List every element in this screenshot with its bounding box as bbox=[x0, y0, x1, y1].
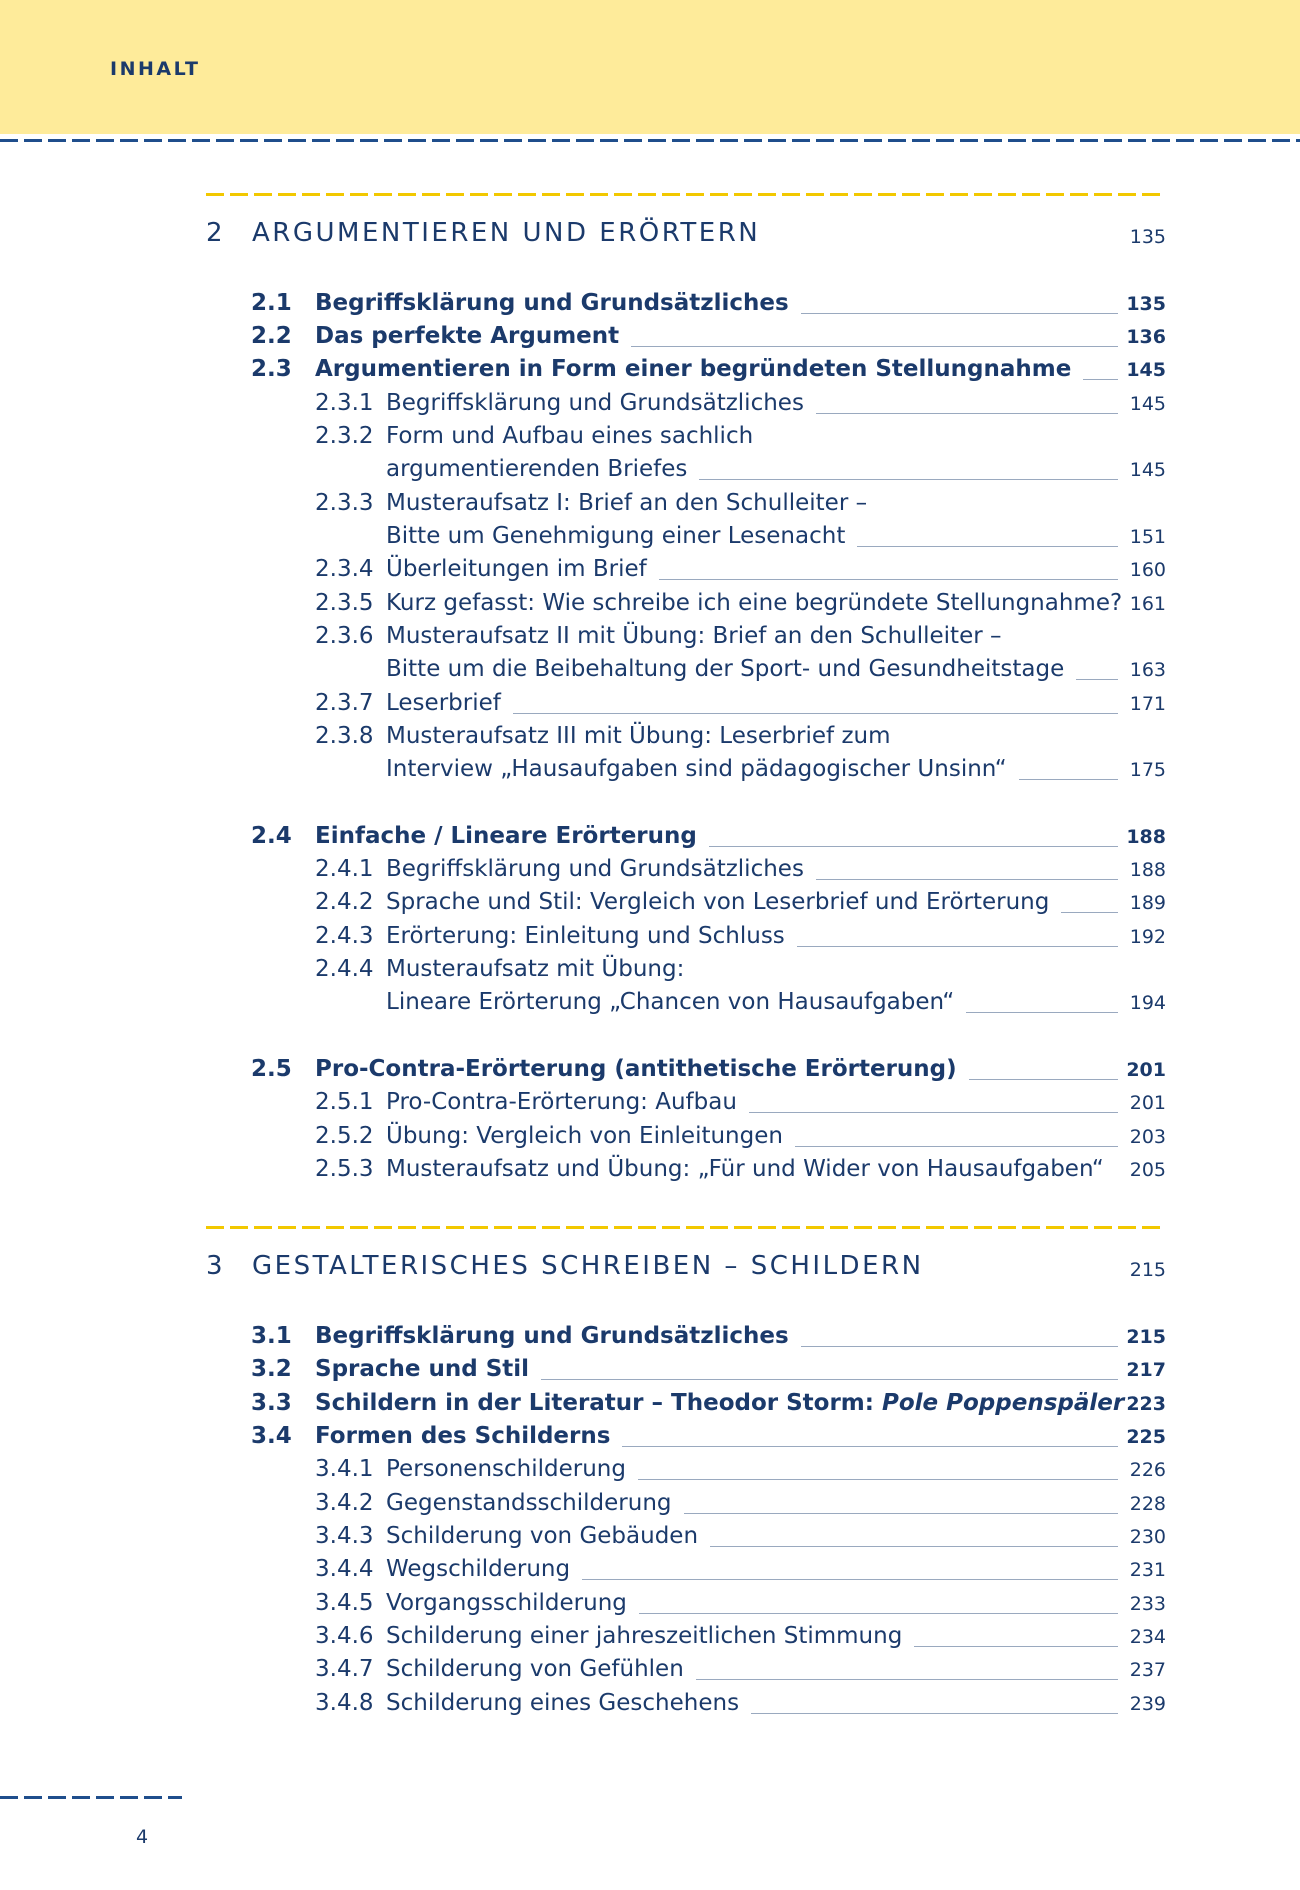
leader-line bbox=[1076, 679, 1118, 680]
chapter-number: 3 bbox=[206, 1251, 226, 1281]
toc-entry[interactable] bbox=[0, 321, 1166, 351]
leader-line bbox=[966, 1012, 1118, 1013]
entry-title: Kurz gefasst: Wie schreibe ich eine begründete Stellungnahme? bbox=[386, 590, 1123, 616]
entry-title: Musteraufsatz mit Übung: bbox=[386, 956, 685, 982]
entry-page: 145 bbox=[1129, 393, 1166, 415]
entry-title: Musteraufsatz III mit Übung: Leserbrief zum bbox=[386, 723, 891, 749]
entry-number: 2.3.1 bbox=[315, 390, 374, 416]
entry-number: 2.3.8 bbox=[315, 723, 374, 749]
chapter-title: GESTALTERISCHES SCHREIBEN – SCHILDERN bbox=[252, 1251, 924, 1281]
section-label: INHALT bbox=[110, 58, 201, 80]
leader-line bbox=[684, 1513, 1118, 1514]
leader-line bbox=[749, 1112, 1118, 1113]
entry-page: 228 bbox=[1129, 1493, 1166, 1515]
entry-page: 192 bbox=[1129, 926, 1166, 948]
entry-number: 2.4 bbox=[251, 823, 292, 849]
entry-page: 145 bbox=[1129, 459, 1166, 481]
entry-title-continued: argumentierenden Briefes bbox=[386, 456, 688, 482]
entry-page: 203 bbox=[1129, 1126, 1166, 1148]
toc-entry[interactable] bbox=[0, 421, 1166, 451]
entry-page: 145 bbox=[1126, 359, 1166, 381]
entry-page: 205 bbox=[1129, 1159, 1166, 1181]
entry-title: Begriffsklärung und Grundsätzliches bbox=[315, 290, 789, 316]
toc-entry[interactable] bbox=[0, 388, 1166, 418]
entry-page: 136 bbox=[1126, 326, 1166, 348]
toc-entry[interactable] bbox=[0, 1354, 1166, 1384]
entry-title: Pro-Contra-Erörterung: Aufbau bbox=[386, 1089, 737, 1115]
entry-title: Form und Aufbau eines sachlich bbox=[386, 423, 754, 449]
entry-title: Personenschilderung bbox=[386, 1456, 626, 1482]
toc-entry-continuation[interactable] bbox=[0, 754, 1166, 784]
entry-page: 230 bbox=[1129, 1526, 1166, 1548]
work-title: Pole Poppenspäler bbox=[881, 1390, 1125, 1416]
header-band bbox=[0, 0, 1300, 134]
entry-title: Das perfekte Argument bbox=[315, 323, 620, 349]
toc-entry[interactable] bbox=[0, 688, 1166, 718]
toc-entry[interactable] bbox=[0, 1621, 1166, 1651]
toc-entry[interactable] bbox=[0, 821, 1166, 851]
entry-page: 194 bbox=[1129, 992, 1166, 1014]
entry-page: 237 bbox=[1129, 1659, 1166, 1681]
entry-number: 3.3 bbox=[251, 1390, 292, 1416]
entry-page: 135 bbox=[1126, 293, 1166, 315]
toc-entry-continuation[interactable] bbox=[0, 454, 1166, 484]
entry-page: 239 bbox=[1129, 1693, 1166, 1715]
toc-entry-continuation[interactable] bbox=[0, 987, 1166, 1017]
entry-title: Überleitungen im Brief bbox=[386, 556, 647, 582]
leader-line bbox=[914, 1646, 1118, 1647]
toc-entry[interactable] bbox=[0, 921, 1166, 951]
leader-line bbox=[751, 1713, 1118, 1714]
entry-title: Schilderung von Gefühlen bbox=[386, 1656, 684, 1682]
leader-line bbox=[969, 1079, 1118, 1080]
chapter-heading[interactable] bbox=[206, 218, 1166, 254]
entry-page: 189 bbox=[1129, 892, 1166, 914]
entry-number: 3.4 bbox=[251, 1423, 292, 1449]
entry-title: Schilderung von Gebäuden bbox=[386, 1523, 699, 1549]
leader-line bbox=[709, 846, 1118, 847]
leader-line bbox=[795, 1146, 1118, 1147]
entry-number: 3.4.1 bbox=[315, 1456, 374, 1482]
leader-line bbox=[659, 579, 1118, 580]
toc-entry-continuation[interactable] bbox=[0, 521, 1166, 551]
chapter-page: 215 bbox=[1129, 1259, 1166, 1281]
leader-line bbox=[1083, 379, 1118, 380]
entry-title: Begriffsklärung und Grundsätzliches bbox=[386, 856, 804, 882]
entry-title: Schildern in der Literatur – Theodor Storm: Pole Poppenspäler bbox=[315, 1390, 1125, 1416]
footer-dashed-rule bbox=[0, 1796, 182, 1799]
entry-number: 3.1 bbox=[251, 1323, 292, 1349]
chapter-divider bbox=[206, 1226, 1166, 1229]
entry-number: 3.4.4 bbox=[315, 1556, 374, 1582]
entry-number: 2.4.3 bbox=[315, 923, 374, 949]
toc-entry[interactable] bbox=[0, 1688, 1166, 1718]
entry-page: 231 bbox=[1129, 1559, 1166, 1581]
entry-title-continued: Bitte um die Beibehaltung der Sport- und Gesundheitstage bbox=[386, 656, 1065, 682]
toc-entry[interactable] bbox=[0, 1588, 1166, 1618]
entry-number: 3.4.2 bbox=[315, 1490, 374, 1516]
entry-page: 151 bbox=[1129, 526, 1166, 548]
chapter-number: 2 bbox=[206, 218, 226, 248]
leader-line bbox=[801, 1346, 1118, 1347]
entry-page: 215 bbox=[1126, 1326, 1166, 1348]
entry-title: Vorgangsschilderung bbox=[386, 1590, 627, 1616]
entry-page: 223 bbox=[1126, 1393, 1166, 1415]
entry-number: 2.3.6 bbox=[315, 623, 374, 649]
header-dashed-rule bbox=[0, 139, 1300, 142]
toc-entry[interactable] bbox=[0, 288, 1166, 318]
entry-page: 226 bbox=[1129, 1459, 1166, 1481]
chapter-page: 135 bbox=[1129, 226, 1166, 248]
leader-line bbox=[622, 1446, 1118, 1447]
entry-page: 160 bbox=[1129, 559, 1166, 581]
leader-line bbox=[1019, 779, 1118, 780]
toc-entry[interactable] bbox=[0, 1121, 1166, 1151]
entry-number: 3.4.6 bbox=[315, 1623, 374, 1649]
entry-title: Pro-Contra-Erörterung (antithetische Erörterung) bbox=[315, 1056, 957, 1082]
entry-title: Schilderung einer jahreszeitlichen Stimmung bbox=[386, 1623, 903, 1649]
entry-number: 3.2 bbox=[251, 1356, 292, 1382]
toc-entry-continuation[interactable] bbox=[0, 654, 1166, 684]
toc-entry[interactable] bbox=[0, 1087, 1166, 1117]
entry-number: 3.4.8 bbox=[315, 1690, 374, 1716]
leader-line bbox=[1061, 912, 1118, 913]
toc-entry[interactable] bbox=[0, 1421, 1166, 1451]
entry-number: 3.4.5 bbox=[315, 1590, 374, 1616]
entry-title: Argumentieren in Form einer begründeten Stellungnahme bbox=[315, 356, 1072, 382]
entry-number: 2.2 bbox=[251, 323, 292, 349]
entry-page: 234 bbox=[1129, 1626, 1166, 1648]
leader-line bbox=[513, 713, 1118, 714]
entry-title-continued: Lineare Erörterung „Chancen von Hausaufgaben“ bbox=[386, 989, 955, 1015]
entry-number: 2.5.2 bbox=[315, 1123, 374, 1149]
leader-line bbox=[639, 1613, 1118, 1614]
toc-entry[interactable] bbox=[0, 1454, 1166, 1484]
entry-title: Sprache und Stil bbox=[315, 1356, 530, 1382]
entry-title-continued: Bitte um Genehmigung einer Lesenacht bbox=[386, 523, 846, 549]
entry-title: Musteraufsatz I: Brief an den Schulleiter – bbox=[386, 490, 868, 516]
entry-page: 225 bbox=[1126, 1426, 1166, 1448]
entry-page: 163 bbox=[1129, 659, 1166, 681]
leader-line bbox=[797, 946, 1118, 947]
entry-number: 2.3 bbox=[251, 356, 292, 382]
entry-number: 2.3.2 bbox=[315, 423, 374, 449]
entry-title: Erörterung: Einleitung und Schluss bbox=[386, 923, 785, 949]
entry-number: 2.3.4 bbox=[315, 556, 374, 582]
page-number: 4 bbox=[136, 1826, 149, 1848]
leader-line bbox=[696, 1679, 1118, 1680]
entry-page: 201 bbox=[1129, 1092, 1166, 1114]
entry-number: 2.1 bbox=[251, 290, 292, 316]
toc-entry[interactable] bbox=[0, 1388, 1166, 1418]
toc-entry[interactable] bbox=[0, 1154, 1166, 1184]
leader-line bbox=[638, 1479, 1118, 1480]
leader-line bbox=[541, 1379, 1118, 1380]
chapter-title: ARGUMENTIEREN UND ERÖRTERN bbox=[252, 218, 761, 248]
entry-page: 188 bbox=[1126, 826, 1166, 848]
entry-number: 2.4.1 bbox=[315, 856, 374, 882]
toc-entry[interactable] bbox=[0, 1321, 1166, 1351]
toc-entry[interactable] bbox=[0, 1554, 1166, 1584]
entry-page: 175 bbox=[1129, 759, 1166, 781]
entry-number: 2.3.7 bbox=[315, 690, 374, 716]
entry-title: Leserbrief bbox=[386, 690, 501, 716]
entry-title: Wegschilderung bbox=[386, 1556, 571, 1582]
entry-title: Sprache und Stil: Vergleich von Leserbrief und Erörterung bbox=[386, 889, 1050, 915]
toc-entry[interactable] bbox=[0, 588, 1166, 618]
leader-line bbox=[631, 346, 1118, 347]
entry-number: 2.3.3 bbox=[315, 490, 374, 516]
entry-title: Begriffsklärung und Grundsätzliches bbox=[315, 1323, 789, 1349]
toc-entry[interactable] bbox=[0, 1488, 1166, 1518]
entry-title: Übung: Vergleich von Einleitungen bbox=[386, 1123, 783, 1149]
entry-title: Gegenstandsschilderung bbox=[386, 1490, 672, 1516]
entry-number: 2.5.3 bbox=[315, 1156, 374, 1182]
entry-title: Musteraufsatz II mit Übung: Brief an den Schulleiter – bbox=[386, 623, 1002, 649]
entry-number: 3.4.7 bbox=[315, 1656, 374, 1682]
entry-page: 171 bbox=[1129, 693, 1166, 715]
toc-entry[interactable] bbox=[0, 554, 1166, 584]
entry-title: Formen des Schilderns bbox=[315, 1423, 611, 1449]
entry-title: Schilderung eines Geschehens bbox=[386, 1690, 740, 1716]
entry-title-continued: Interview „Hausaufgaben sind pädagogischer Unsinn“ bbox=[386, 756, 1007, 782]
toc-entry[interactable] bbox=[0, 887, 1166, 917]
entry-number: 2.5.1 bbox=[315, 1089, 374, 1115]
leader-line bbox=[699, 479, 1118, 480]
entry-page: 217 bbox=[1126, 1359, 1166, 1381]
entry-page: 188 bbox=[1129, 859, 1166, 881]
leader-line bbox=[710, 1546, 1118, 1547]
leader-line bbox=[801, 313, 1118, 314]
leader-line bbox=[582, 1579, 1118, 1580]
chapter-heading[interactable] bbox=[206, 1251, 1166, 1287]
toc-entry[interactable] bbox=[0, 854, 1166, 884]
entry-number: 2.3.5 bbox=[315, 590, 374, 616]
toc-entry[interactable] bbox=[0, 954, 1166, 984]
leader-line bbox=[857, 546, 1118, 547]
toc-entry[interactable] bbox=[0, 488, 1166, 518]
entry-page: 201 bbox=[1126, 1059, 1166, 1081]
chapter-divider bbox=[206, 193, 1166, 196]
toc-entry[interactable] bbox=[0, 621, 1166, 651]
leader-line bbox=[816, 879, 1118, 880]
entry-number: 3.4.3 bbox=[315, 1523, 374, 1549]
toc-entry[interactable] bbox=[0, 721, 1166, 751]
entry-title: Musteraufsatz und Übung: „Für und Wider von Hausaufgaben“ bbox=[386, 1156, 1104, 1182]
leader-line bbox=[816, 413, 1118, 414]
toc-entry[interactable] bbox=[0, 1521, 1166, 1551]
entry-number: 2.4.4 bbox=[315, 956, 374, 982]
toc-entry[interactable] bbox=[0, 1054, 1166, 1084]
entry-number: 2.5 bbox=[251, 1056, 292, 1082]
entry-title: Einfache / Lineare Erörterung bbox=[315, 823, 697, 849]
toc-entry[interactable] bbox=[0, 354, 1166, 384]
entry-number: 2.4.2 bbox=[315, 889, 374, 915]
entry-title: Begriffsklärung und Grundsätzliches bbox=[386, 390, 804, 416]
entry-page: 233 bbox=[1129, 1593, 1166, 1615]
entry-page: 161 bbox=[1129, 593, 1166, 615]
toc-entry[interactable] bbox=[0, 1654, 1166, 1684]
